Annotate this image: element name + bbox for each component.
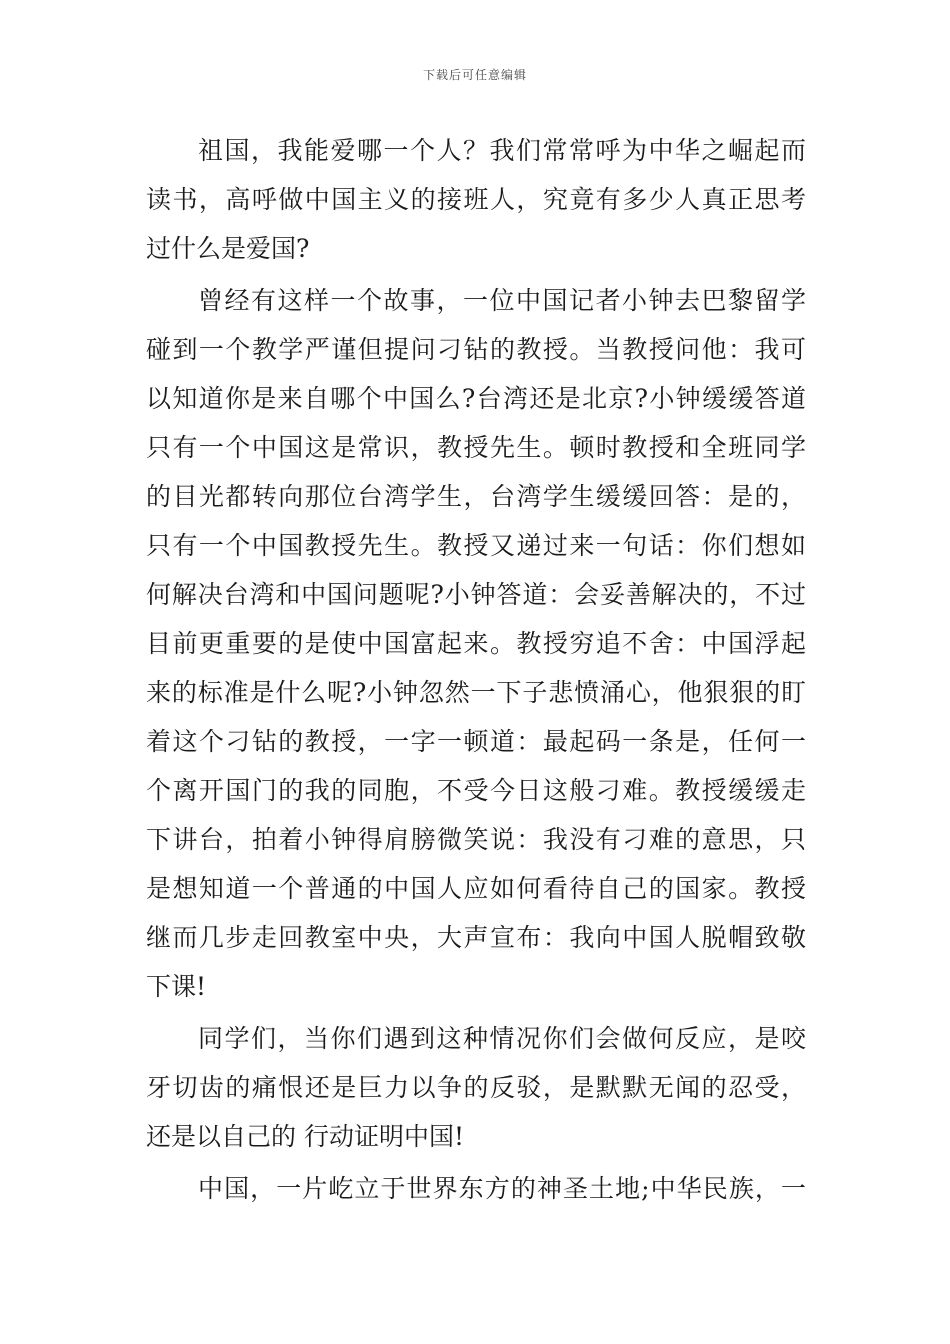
text-line: 是想知道一个普通的中国人应如何看待自己的国家。教授	[146, 874, 806, 903]
text-line: 曾经有这样一个故事，一位中国记者小钟去巴黎留学	[198, 286, 806, 315]
text-line: 只有一个中国这是常识，教授先生。顿时教授和全班同学	[146, 433, 806, 462]
text-line: 同学们，当你们遇到这种情况你们会做何反应，是咬	[198, 1024, 806, 1053]
text-line: 目前更重要的是使中国富起来。教授穷追不舍：中国浮起	[146, 629, 806, 658]
paragraph	[146, 1164, 806, 1213]
text-line: 祖国，我能爱哪一个人？我们常常呼为中华之崛起而	[198, 136, 806, 165]
paragraph	[146, 126, 806, 273]
text-line: 着这个刁钻的教授，一字一顿道：最起码一条是，任何一	[146, 727, 806, 756]
paragraph	[146, 276, 806, 1011]
text-line: 继而几步走回教室中央，大声宣布：我向中国人脱帽致敬	[146, 923, 806, 952]
page-header: 下载后可任意编辑	[422, 68, 527, 82]
text-line: 下讲台，拍着小钟得肩膀微笑说：我没有刁难的意思，只	[146, 825, 806, 854]
text-line: 以知道你是来自哪个中国么?台湾还是北京?小钟缓缓答道	[146, 384, 806, 413]
text-line: 牙切齿的痛恨还是巨力以争的反驳，是默默无闻的忍受，	[146, 1073, 806, 1102]
document-body	[146, 126, 806, 1213]
text-line: 还是以自己的 行动证明中国!	[146, 1122, 464, 1151]
paragraph	[146, 1014, 806, 1161]
text-line: 碰到一个教学严谨但提问刁钻的教授。当教授问他：我可	[146, 335, 806, 364]
text-line: 来的标准是什么呢?小钟忽然一下子悲愤涌心，他狠狠的盯	[146, 678, 806, 707]
text-line: 的目光都转向那位台湾学生，台湾学生缓缓回答：是的，	[146, 482, 806, 511]
text-line: 读书，高呼做中国主义的接班人，究竟有多少人真正思考	[146, 185, 806, 214]
text-line: 下课!	[146, 972, 207, 1001]
text-line: 只有一个中国教授先生。教授又递过来一句话：你们想如	[146, 531, 806, 560]
text-line: 个离开国门的我的同胞，不受今日这般刁难。教授缓缓走	[146, 776, 806, 805]
text-line: 中国，一片屹立于世界东方的神圣土地;中华民族，一	[198, 1174, 806, 1203]
text-line: 过什么是爱国?	[146, 234, 310, 263]
text-line: 何解决台湾和中国问题呢?小钟答道：会妥善解决的，不过	[146, 580, 806, 609]
